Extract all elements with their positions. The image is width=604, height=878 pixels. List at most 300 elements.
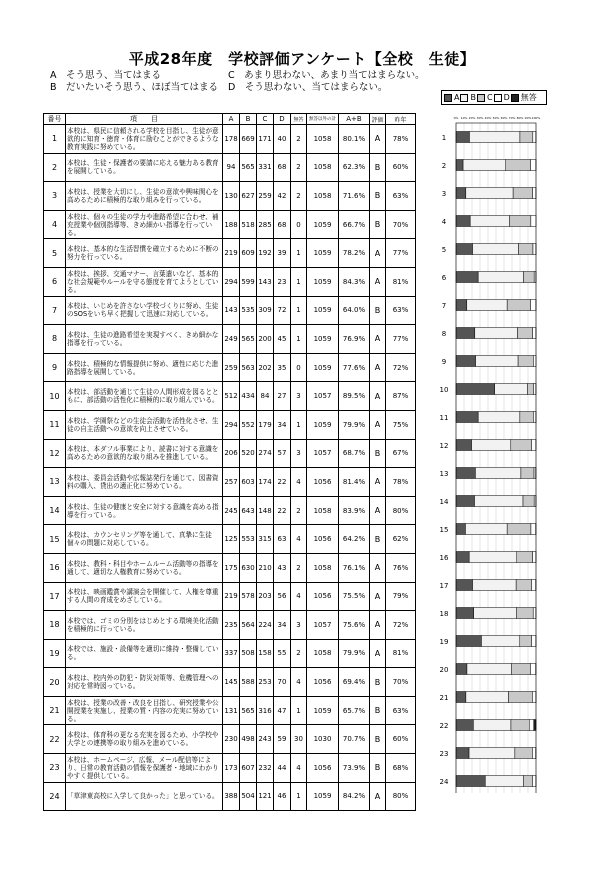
bar-segment-C [506, 160, 531, 171]
cell-b: 607 [240, 754, 257, 783]
header-b: B [240, 114, 257, 125]
cell-prev: 78% [386, 125, 416, 154]
cell-item: 本校は、カウンセリング等を通して、真摯に生徒個々の問題に対応している。 [66, 525, 223, 554]
cell-b: 563 [240, 353, 257, 382]
cell-d: 47 [274, 696, 291, 725]
bar-segment-D [531, 580, 535, 591]
chart-legend-a: A [454, 93, 460, 102]
cell-none: 2 [291, 496, 307, 525]
bar-segment-B [467, 300, 507, 311]
cell-b: 434 [240, 382, 257, 411]
cell-ab: 65.7% [339, 696, 370, 725]
cell-a: 206 [223, 439, 240, 468]
legend-b: B だいたいそう思う、ほぼ当てはまる [50, 82, 219, 93]
cell-no: 3 [44, 182, 66, 211]
table-row [44, 325, 416, 354]
bar-segment-D [533, 552, 536, 563]
table-row [44, 782, 416, 811]
bar-segment-D [533, 188, 536, 199]
bar-segment-A [456, 272, 478, 283]
bar-segment-B [469, 552, 517, 563]
cell-none: 3 [291, 382, 307, 411]
bar-segment-C [520, 412, 534, 423]
x-tick-label: 10% [460, 116, 468, 120]
cell-grade: B [370, 439, 386, 468]
cell-b: 564 [240, 611, 257, 640]
cell-none: 1 [291, 696, 307, 725]
cell-prev: 76% [386, 553, 416, 582]
bar-segment-D [531, 216, 536, 227]
bar-segment-C [511, 440, 532, 451]
table-row [44, 525, 416, 554]
cell-prev: 70% [386, 668, 416, 697]
cell-grade: B [370, 696, 386, 725]
table-row [44, 239, 416, 268]
cell-ab: 76.9% [339, 325, 370, 354]
cell-none: 1 [291, 782, 307, 811]
cell-d: 39 [274, 239, 291, 268]
cell-ab: 75.6% [339, 611, 370, 640]
cell-no: 18 [44, 611, 66, 640]
cell-total: 1057 [307, 382, 339, 411]
cell-item: 本校は、体育科の更なる充実を図るため、小学校や大学との連携等の取り組みを進めている。 [66, 725, 223, 754]
bar-segment-D [532, 748, 535, 759]
cell-b: 578 [240, 582, 257, 611]
cell-item: 本校では、ゴミの分別をはじめとする環境美化活動を積極的に行っている。 [66, 611, 223, 640]
cell-c: 285 [257, 210, 274, 239]
bar-segment-A [456, 524, 465, 535]
category-label: 24 [439, 778, 449, 786]
cell-no: 16 [44, 553, 66, 582]
bar-segment-C [509, 216, 531, 227]
cell-b: 565 [240, 153, 257, 182]
cell-c: 309 [257, 296, 274, 325]
table-row [44, 296, 416, 325]
cell-c: 232 [257, 754, 274, 783]
category-label: 18 [439, 610, 449, 618]
cell-d: 27 [274, 382, 291, 411]
bar-segment-B [472, 440, 511, 451]
bar-segment-A [456, 188, 466, 199]
bar-segment-A [456, 636, 481, 647]
cell-prev: 63% [386, 182, 416, 211]
cell-no: 22 [44, 725, 66, 754]
cell-item: 「草津東高校に入学して良かった」と思っている。 [66, 782, 223, 811]
cell-b: 603 [240, 468, 257, 497]
cell-grade: A [370, 611, 386, 640]
cell-total: 1059 [307, 696, 339, 725]
chart-legend-none: 無答 [520, 93, 537, 102]
cell-no: 15 [44, 525, 66, 554]
x-tick-label: 50% [492, 116, 500, 120]
bar-segment-B [466, 692, 509, 703]
cell-item: 本校は、本ダフル事業により、読書に対する意識を高めるための意欲的な取り組みを推進している。 [66, 439, 223, 468]
table-row [44, 582, 416, 611]
cell-none: 1 [291, 410, 307, 439]
cell-a: 245 [223, 496, 240, 525]
cell-c: 274 [257, 439, 274, 468]
cell-no: 11 [44, 410, 66, 439]
cell-item: 本校は、いじめを許さない学校づくりに努め、生徒のSOSをいち早く把握して迅速に対応している。 [66, 296, 223, 325]
category-label: 20 [439, 666, 449, 674]
cell-item: 本校は、部活動を通じて生徒の人間形成を図るとともに、部活動の活性化に積極的に取り組んでいる。 [66, 382, 223, 411]
cell-grade: A [370, 782, 386, 811]
bar-segment-C [518, 244, 532, 255]
bar-segment-A [456, 664, 467, 675]
cell-item: 本校は、生徒の健康と安全に対する意識を高める指導を行っている。 [66, 496, 223, 525]
cell-grade: B [370, 754, 386, 783]
category-label: 10 [439, 386, 449, 394]
stacked-bar-chart [430, 113, 542, 793]
bar-segment-B [470, 216, 509, 227]
x-tick-label: 40% [484, 116, 492, 120]
cell-item: 本校は、学園祭などの生徒会活動を活性化させ、生徒の自主活動への意欲を向上させている。 [66, 410, 223, 439]
cell-total: 1058 [307, 153, 339, 182]
cell-c: 331 [257, 153, 274, 182]
cell-prev: 78% [386, 468, 416, 497]
table-row [44, 267, 416, 296]
bar-segment-B [495, 384, 528, 395]
cell-prev: 67% [386, 439, 416, 468]
cell-b: 552 [240, 410, 257, 439]
cell-grade: B [370, 525, 386, 554]
cell-a: 388 [223, 782, 240, 811]
bar-segment-A [456, 160, 463, 171]
cell-no: 1 [44, 125, 66, 154]
bar-segment-D [531, 160, 536, 171]
cell-no: 19 [44, 639, 66, 668]
cell-c: 143 [257, 267, 274, 296]
bar-segment-C [509, 692, 533, 703]
cell-b: 518 [240, 210, 257, 239]
x-tick-label: 80% [516, 116, 524, 120]
cell-total: 1030 [307, 725, 339, 754]
category-label: 16 [439, 554, 449, 562]
cell-ab: 69.4% [339, 668, 370, 697]
cell-item: 本校は、校内外の防犯・防災対策等、危機管理への対応を常時図っている。 [66, 668, 223, 697]
cell-no: 17 [44, 582, 66, 611]
bar-segment-B [478, 272, 523, 283]
cell-ab: 70.7% [339, 725, 370, 754]
cell-grade: B [370, 210, 386, 239]
cell-prev: 63% [386, 296, 416, 325]
bar-segment-B [474, 608, 517, 619]
bar-segment-D [534, 384, 536, 395]
cell-item: 本校は、ホームページ、広報、メール配信等により、日常の教育活動の情報を保護者・地域にわかりやすく提供している。 [66, 754, 223, 783]
cell-a: 294 [223, 410, 240, 439]
header-c: C [257, 114, 274, 125]
cell-total: 1059 [307, 353, 339, 382]
page-title: 平成28年度 学校評価アンケート【全校 生徒】 [128, 50, 476, 68]
table-row [44, 754, 416, 783]
bar-segment-A [456, 132, 469, 143]
bar-segment-D [530, 300, 535, 311]
bar-segment-C [523, 776, 532, 787]
cell-c: 84 [257, 382, 274, 411]
cell-none: 4 [291, 525, 307, 554]
bar-segment-C [523, 272, 534, 283]
cell-no: 14 [44, 496, 66, 525]
cell-no: 24 [44, 782, 66, 811]
cell-c: 200 [257, 325, 274, 354]
cell-b: 630 [240, 553, 257, 582]
cell-none: 4 [291, 582, 307, 611]
bar-segment-C [517, 552, 533, 563]
bar-segment-C [517, 328, 532, 339]
table-row [44, 468, 416, 497]
cell-a: 125 [223, 525, 240, 554]
cell-a: 175 [223, 553, 240, 582]
cell-a: 294 [223, 267, 240, 296]
bar-segment-B [469, 132, 519, 143]
cell-prev: 75% [386, 410, 416, 439]
bar-segment-B [481, 636, 519, 647]
cell-d: 46 [274, 782, 291, 811]
legend-c: C あまり思わない、あまり当てはまらない。 [228, 70, 425, 81]
cell-d: 68 [274, 153, 291, 182]
bar-segment-D [534, 272, 536, 283]
cell-ab: 77.6% [339, 353, 370, 382]
cell-total: 1059 [307, 410, 339, 439]
bar-segment-D [530, 664, 535, 675]
cell-item: 本校は、委員会活動や広報誌発行を通じて、図書資料の購入、貸出の適正化に努めている。 [66, 468, 223, 497]
category-label: 21 [439, 694, 449, 702]
header-none: 無答 [291, 114, 307, 125]
cell-no: 9 [44, 353, 66, 382]
cell-total: 1056 [307, 668, 339, 697]
cell-item: 本校は、教科・科目やホームルーム活動等の指導を通して、適切な人権教育に努めている。 [66, 553, 223, 582]
category-label: 11 [439, 414, 449, 422]
cell-total: 1057 [307, 439, 339, 468]
cell-grade: B [370, 153, 386, 182]
cell-c: 174 [257, 468, 274, 497]
cell-grade: A [370, 553, 386, 582]
cell-total: 1056 [307, 468, 339, 497]
cell-no: 20 [44, 668, 66, 697]
bar-segment-D [532, 636, 536, 647]
header-total: 無答以外の計 [307, 114, 339, 125]
bar-segment-A [456, 328, 475, 339]
table-row [44, 668, 416, 697]
category-label: 12 [439, 442, 449, 450]
cell-b: 565 [240, 325, 257, 354]
cell-c: 148 [257, 496, 274, 525]
bar-segment-D [532, 776, 535, 787]
cell-none: 4 [291, 468, 307, 497]
cell-a: 131 [223, 696, 240, 725]
cell-a: 337 [223, 639, 240, 668]
category-label: 4 [441, 218, 447, 226]
cell-d: 40 [274, 125, 291, 154]
table-row [44, 725, 416, 754]
cell-d: 34 [274, 611, 291, 640]
cell-prev: 60% [386, 153, 416, 182]
cell-no: 6 [44, 267, 66, 296]
bar-segment-B [476, 356, 519, 367]
bar-segment-A [456, 692, 466, 703]
cell-a: 173 [223, 754, 240, 783]
cell-grade: A [370, 582, 386, 611]
bar-segment-A [456, 496, 474, 507]
bar-segment-A [456, 412, 478, 423]
cell-item: 本校では、施設・設備等を適切に維持・整備している。 [66, 639, 223, 668]
cell-no: 7 [44, 296, 66, 325]
cell-c: 121 [257, 782, 274, 811]
cell-d: 63 [274, 525, 291, 554]
cell-ab: 62.3% [339, 153, 370, 182]
bar-segment-A [456, 552, 469, 563]
cell-a: 257 [223, 468, 240, 497]
table-row [44, 153, 416, 182]
header-no: 番号 [44, 114, 66, 125]
cell-d: 22 [274, 496, 291, 525]
cell-b: 498 [240, 725, 257, 754]
cell-ab: 78.2% [339, 239, 370, 268]
cell-none: 3 [291, 439, 307, 468]
bar-segment-D [533, 608, 536, 619]
cell-a: 219 [223, 239, 240, 268]
cell-a: 512 [223, 382, 240, 411]
cell-c: 171 [257, 125, 274, 154]
cell-c: 253 [257, 668, 274, 697]
cell-prev: 79% [386, 582, 416, 611]
bar-segment-B [478, 412, 520, 423]
header-ab: A+B [339, 114, 370, 125]
header-a: A [223, 114, 240, 125]
cell-a: 145 [223, 668, 240, 697]
cell-grade: A [370, 239, 386, 268]
cell-ab: 66.7% [339, 210, 370, 239]
cell-c: 158 [257, 639, 274, 668]
cell-b: 643 [240, 496, 257, 525]
bar-segment-C [520, 636, 532, 647]
cell-d: 59 [274, 725, 291, 754]
bar-segment-D [533, 132, 536, 143]
cell-no: 2 [44, 153, 66, 182]
bar-segment-B [485, 776, 523, 787]
table-row [44, 639, 416, 668]
cell-no: 10 [44, 382, 66, 411]
bar-segment-C [507, 300, 530, 311]
cell-b: 588 [240, 668, 257, 697]
cell-grade: A [370, 125, 386, 154]
cell-total: 1057 [307, 611, 339, 640]
chart-legend-c: C [486, 93, 493, 102]
bar-segment-A [456, 776, 485, 787]
bar-segment-C [507, 524, 531, 535]
cell-a: 94 [223, 153, 240, 182]
cell-d: 45 [274, 325, 291, 354]
cell-no: 21 [44, 696, 66, 725]
cell-c: 316 [257, 696, 274, 725]
category-label: 17 [439, 582, 449, 590]
bar-segment-A [456, 384, 495, 395]
bar-segment-A [456, 244, 473, 255]
cell-d: 44 [274, 754, 291, 783]
cell-total: 1058 [307, 496, 339, 525]
category-label: 15 [439, 526, 449, 534]
cell-item: 本校は、積極的な情報提供に努め、適性に応じた進路指導を展開している。 [66, 353, 223, 382]
table-header-row [44, 114, 416, 125]
cell-ab: 84.2% [339, 782, 370, 811]
bar-segment-C [511, 664, 530, 675]
bar-segment-B [467, 664, 511, 675]
cell-grade: B [370, 296, 386, 325]
category-label: 14 [439, 498, 449, 506]
category-label: 7 [441, 302, 447, 310]
cell-ab: 71.6% [339, 182, 370, 211]
cell-b: 535 [240, 296, 257, 325]
bar-segment-A [456, 300, 467, 311]
bar-segment-A [456, 720, 473, 731]
cell-b: 553 [240, 525, 257, 554]
cell-none: 2 [291, 153, 307, 182]
category-label: 1 [441, 134, 447, 142]
x-tick-label: 30% [476, 116, 484, 120]
header-d: D [274, 114, 291, 125]
cell-c: 192 [257, 239, 274, 268]
cell-grade: A [370, 353, 386, 382]
x-tick-label: 70% [508, 116, 516, 120]
x-tick-label: 100% [531, 116, 541, 120]
cell-d: 43 [274, 553, 291, 582]
cell-total: 1059 [307, 239, 339, 268]
cell-no: 5 [44, 239, 66, 268]
cell-d: 68 [274, 210, 291, 239]
cell-a: 259 [223, 353, 240, 382]
cell-d: 35 [274, 353, 291, 382]
bar-segment-A [456, 356, 476, 367]
table-row [44, 125, 416, 154]
cell-d: 72 [274, 296, 291, 325]
bar-segment-A [456, 580, 473, 591]
bar-segment-B [469, 748, 515, 759]
cell-a: 235 [223, 611, 240, 640]
cell-d: 23 [274, 267, 291, 296]
cell-d: 57 [274, 439, 291, 468]
bar-segment-B [475, 328, 518, 339]
table-row [44, 611, 416, 640]
table-row [44, 410, 416, 439]
cell-total: 1059 [307, 210, 339, 239]
bar-segment-D [532, 692, 536, 703]
category-label: 5 [441, 246, 447, 254]
cell-d: 70 [274, 668, 291, 697]
category-label: 13 [439, 470, 449, 478]
cell-ab: 84.3% [339, 267, 370, 296]
bar-segment-A [456, 440, 472, 451]
cell-prev: 81% [386, 267, 416, 296]
bar-segment-C [516, 580, 531, 591]
cell-d: 34 [274, 410, 291, 439]
table-row [44, 696, 416, 725]
cell-prev: 80% [386, 782, 416, 811]
category-label: 6 [441, 274, 447, 282]
cell-item: 本校は、映画鑑賞や講演会を開催して、人権を尊重する人間の育成をめざしている。 [66, 582, 223, 611]
cell-ab: 73.9% [339, 754, 370, 783]
cell-a: 230 [223, 725, 240, 754]
cell-prev: 80% [386, 496, 416, 525]
cell-ab: 76.1% [339, 553, 370, 582]
bar-segment-A [456, 468, 475, 479]
header-grade: 評価 [370, 114, 386, 125]
bar-segment-C [527, 384, 533, 395]
cell-no: 13 [44, 468, 66, 497]
cell-none: 3 [291, 611, 307, 640]
cell-none: 4 [291, 668, 307, 697]
bar-segment-C [523, 496, 534, 507]
cell-c: 202 [257, 353, 274, 382]
